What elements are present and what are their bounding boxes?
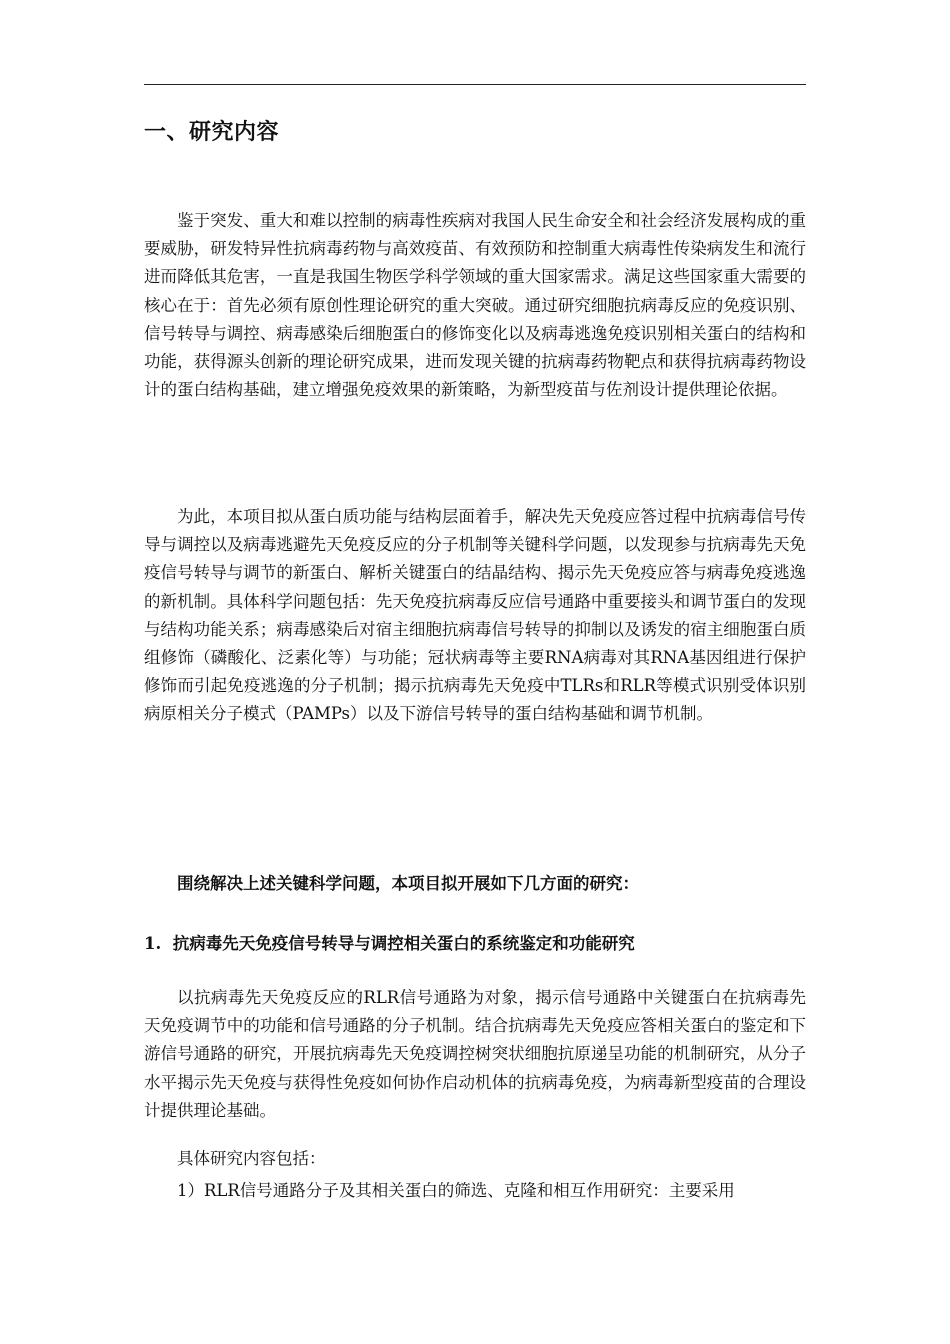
section-heading: 一、研究内容 [144, 120, 280, 145]
paragraph-background: 鉴于突发、重大和难以控制的病毒性疾病对我国人民生命安全和社会经济发展构成的重要威胁，研发特异性抗病毒药物与高效疫苗、有效预防和控制重大病毒性传染病发生和流行进而降低其危害，一直是我国生物医学科学领域的重大国家需求。满足这些国家重大需要的核心在于：首先必须有原创性理论研究的重大突破。通过研究细胞抗病毒反应的免疫识别、信号转导与调控、病毒感染后细胞蛋白的修饰变化以及病毒逃逸免疫识别相关蛋白的结构和功能，获得源头创新的理论研究成果，进而发现关键的抗病毒药物靶点和获得抗病毒药物设计的蛋白结构基础，建立增强免疫效果的新策略，为新型疫苗与佐剂设计提供理论依据。 [144, 211, 806, 400]
research-lead-sentence: 围绕解决上述关键科学问题，本项目拟开展如下几方面的研究： [177, 874, 639, 893]
paragraph-content-intro: 具体研究内容包括： [177, 1149, 326, 1168]
paragraph-scientific-questions: 为此，本项目拟从蛋白质功能与结构层面着手，解决先天免疫应答过程中抗病毒信号传导与调控以及病毒逃避先天免疫反应的分子机制等关键科学问题，以发现参与抗病毒先天免疫信号转导与调节的新蛋白、解析关键蛋白的结晶结构、揭示先天免疫应答与病毒免疫逃逸的新机制。具体科学问题包括：先天免疫抗病毒反应信号通路中重要接头和调节蛋白的发现与结构功能关系；病毒感染后对宿主细胞抗病毒信号转导的抑制以及诱发的宿主细胞蛋白质组修饰（磷酸化、泛素化等）与功能；冠状病毒等主要RNA病毒对其RNA基因组进行保护修饰而引起免疫逃逸的分子机制；揭示抗病毒先天免疫中TLRs和RLR等模式识别受体识别病原相关分子模式（PAMPs）以及下游信号转导的蛋白结构基础和调节机制。 [144, 507, 806, 724]
header-rule [144, 84, 806, 85]
paragraph-subsection-1-intro: 以抗病毒先天免疫反应的RLR信号通路为对象，揭示信号通路中关键蛋白在抗病毒先天免疫调节中的功能和信号通路的分子机制。结合抗病毒先天免疫应答相关蛋白的鉴定和下游信号通路的研究，开展抗病毒先天免疫调控树突状细胞抗原递呈功能的机制研究，从分子水平揭示先天免疫与获得性免疫如何协作启动机体的抗病毒免疫，为病毒新型疫苗的合理设计提供理论基础。 [144, 988, 806, 1120]
subsection-heading-1: 1. 抗病毒先天免疫信号转导与调控相关蛋白的系统鉴定和功能研究 [144, 934, 635, 953]
paragraph-content-item-1: 1）RLR信号通路分子及其相关蛋白的筛选、克隆和相互作用研究：主要采用 [177, 1181, 735, 1200]
